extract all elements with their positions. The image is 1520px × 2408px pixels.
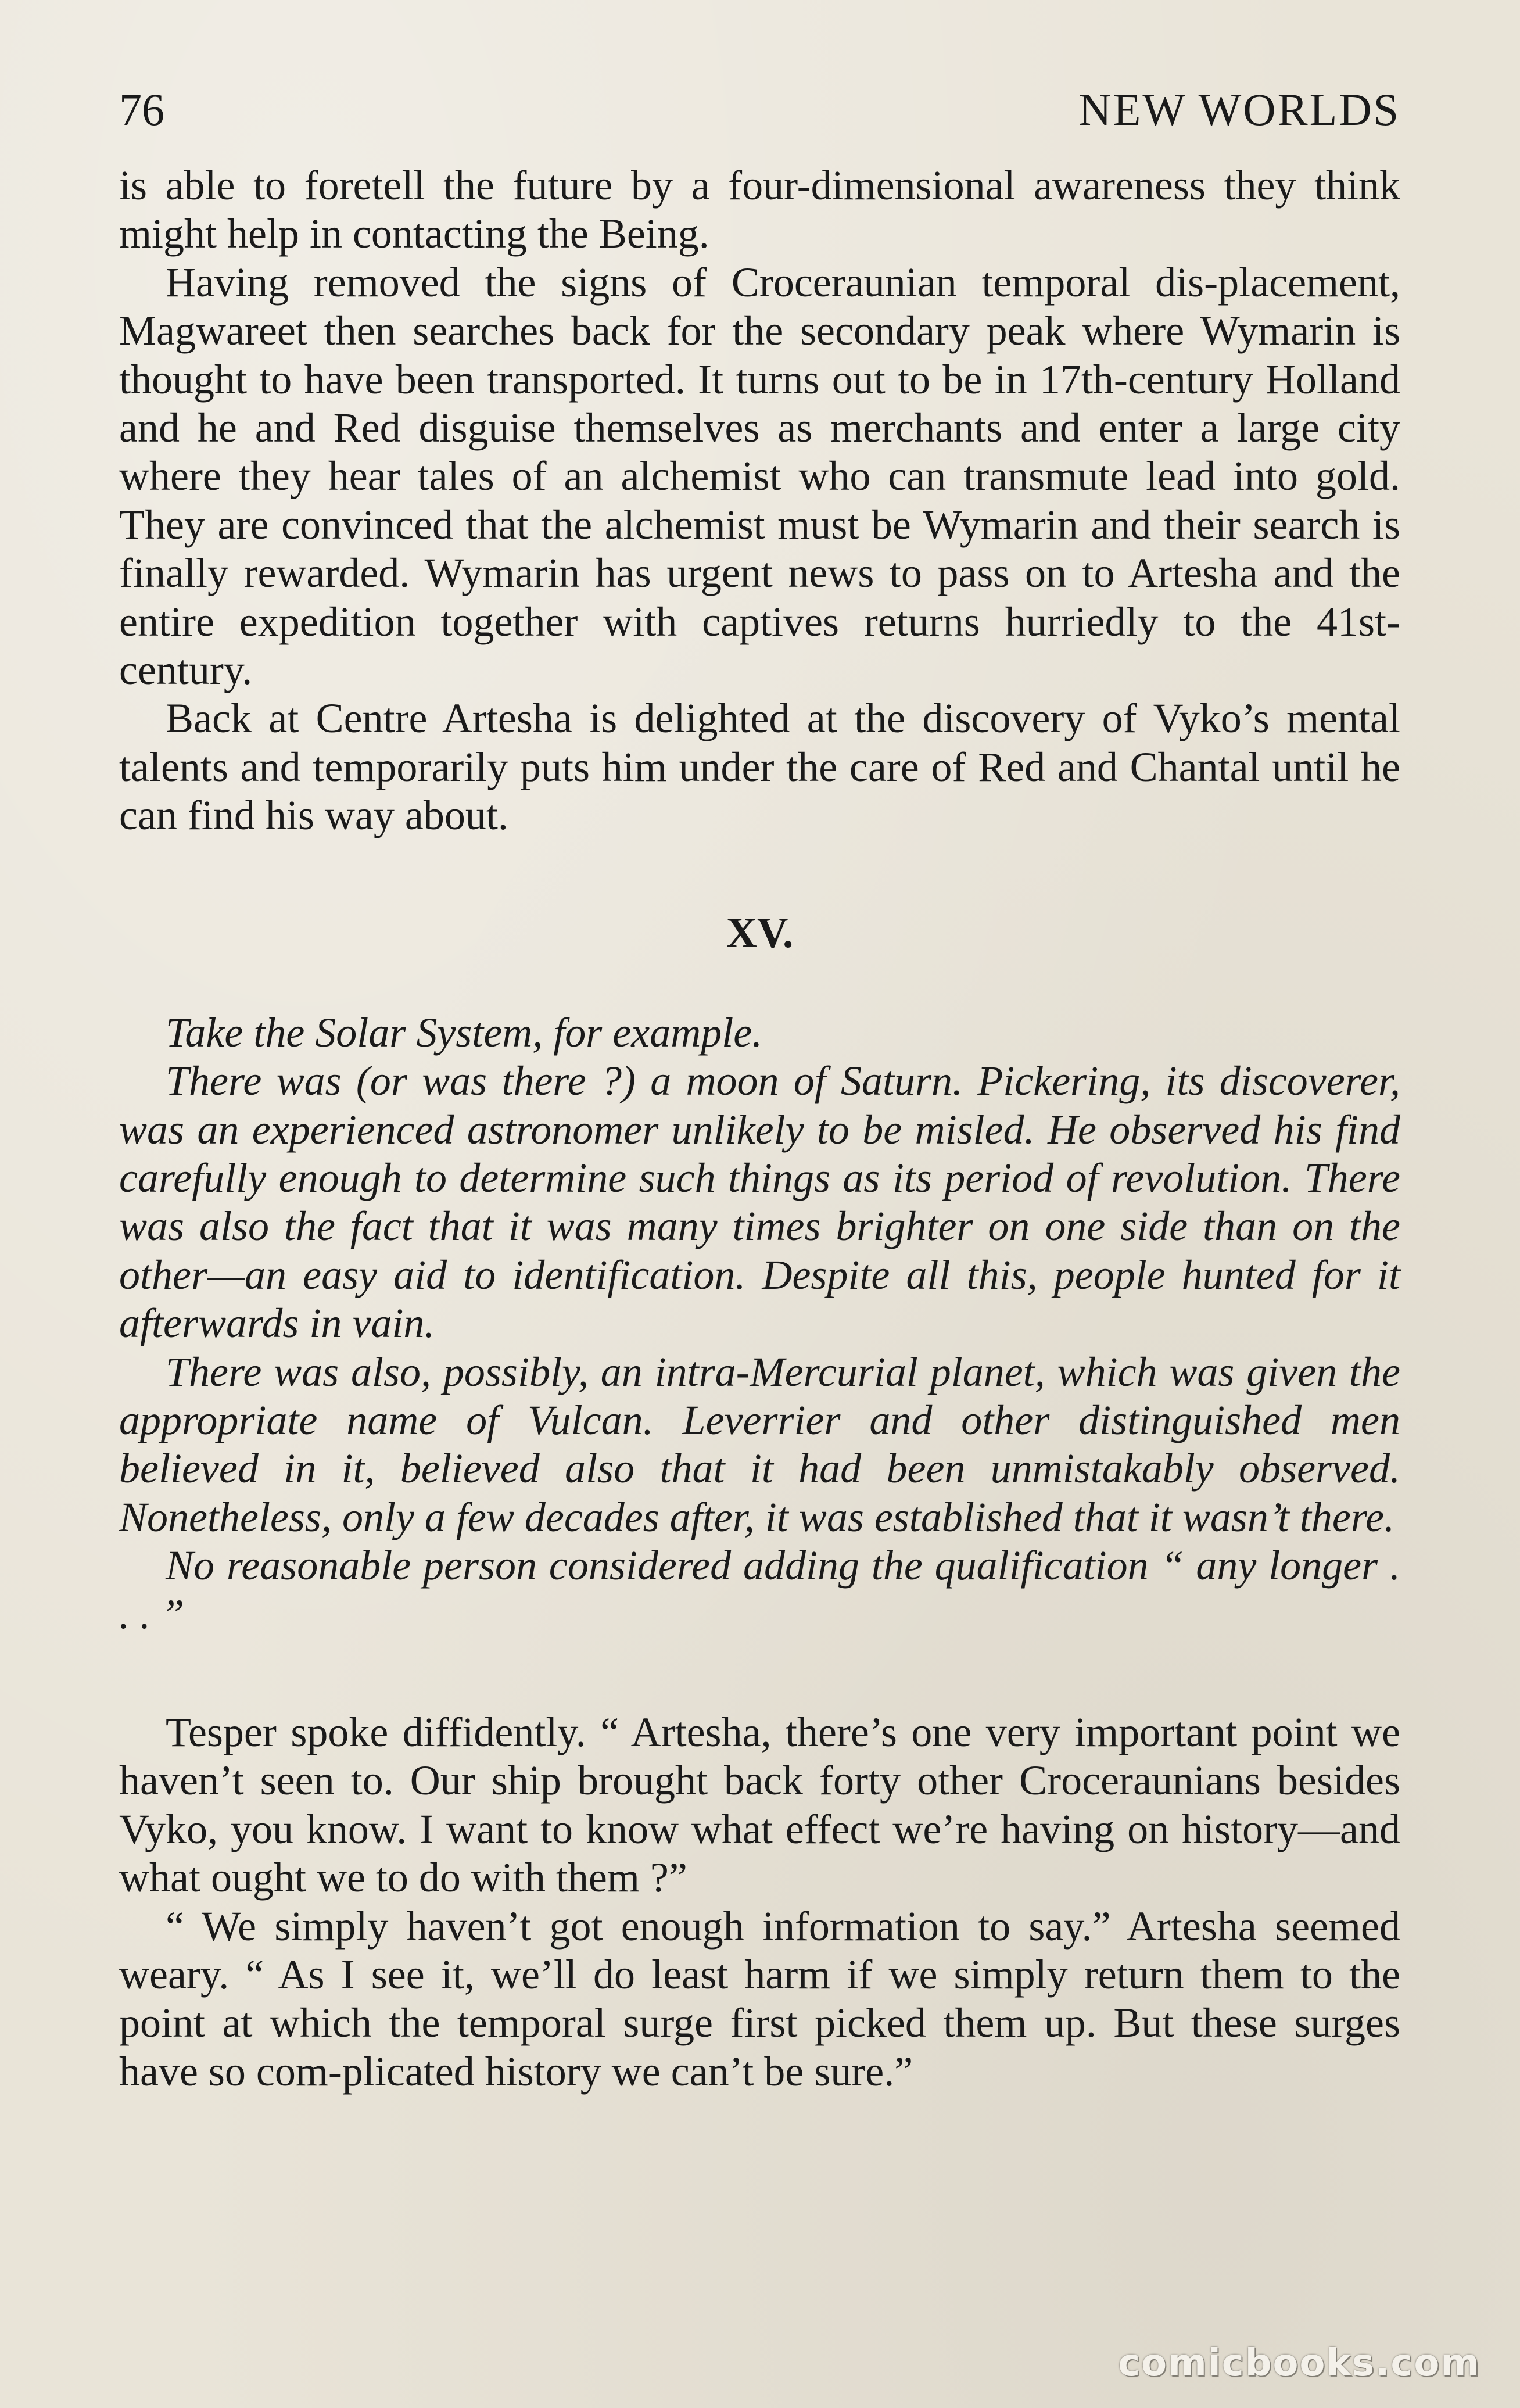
paragraph: is able to foretell the future by a four-dimensional awareness they think might help in contacting the Being. bbox=[119, 162, 1400, 257]
watermark: comicbooks.com bbox=[1118, 2342, 1480, 2385]
italic-paragraph: There was (or was there ?) a moon of Saturn. Pickering, its discoverer, was an experienced astronomer unlikely to be misled. He observed his find carefully enough to determine such things as its period of revolution. There was also the fact that it was many times brighter on one side than on the other—an easy aid to identification. Despite all this, people hunted for it afterwards in vain. bbox=[119, 1058, 1400, 1347]
paragraph: “ We simply haven’t got enough information to say.” Artesha seemed weary. “ As I see it, we’ll do least harm if we simply return them to the point at which the temporal surge first picked them up. But these surges have so com-plicated history we can’t be sure.” bbox=[119, 1902, 1400, 2095]
page-number: 76 bbox=[119, 84, 164, 135]
paragraph: Tesper spoke diffidently. “ Artesha, there’s one very important point we haven’t seen to. Our ship brought back forty other Croceraunians besides Vyko, you know. I want to know what effect we’re having on history—and what ought we to do with them ?” bbox=[119, 1708, 1400, 1901]
body-text bbox=[119, 162, 1400, 2096]
book-page bbox=[119, 84, 1400, 2096]
italic-passage bbox=[119, 1009, 1400, 1639]
running-title: NEW WORLDS bbox=[1078, 84, 1400, 135]
section-break bbox=[119, 1639, 1400, 1708]
italic-paragraph: No reasonable person considered adding the qualification “ any longer . . . ” bbox=[119, 1542, 1400, 1637]
paragraph: Having removed the signs of Croceraunian temporal dis-placement, Magwareet then searches back for the secondary peak where Wymarin is thought to have been transported. It turns out to be in 17th-century Holland and he and Red disguise themselves as merchants and enter a large city where they hear tales of an alchemist who can transmute lead into gold. They are convinced that the alchemist must be Wymarin and their search is finally rewarded. Wymarin has urgent news to pass on to Artesha and the entire expedition together with captives returns hurriedly to the 41st-century. bbox=[119, 259, 1400, 694]
running-header bbox=[119, 84, 1400, 145]
paragraph: Back at Centre Artesha is delighted at the discovery of Vyko’s mental talents and temporarily puts him under the care of Red and Chantal until he can find his way about. bbox=[119, 695, 1400, 839]
italic-paragraph: Take the Solar System, for example. bbox=[166, 1009, 763, 1056]
chapter-heading: XV. bbox=[726, 909, 794, 957]
italic-paragraph: There was also, possibly, an intra-Mercurial planet, which was given the appropriate name of Vulcan. Leverrier and other distinguished men believed in it, believed also that it had been unmistakably observed. Nonetheless, only a few decades after, it was established that it wasn’t there. bbox=[119, 1348, 1400, 1540]
